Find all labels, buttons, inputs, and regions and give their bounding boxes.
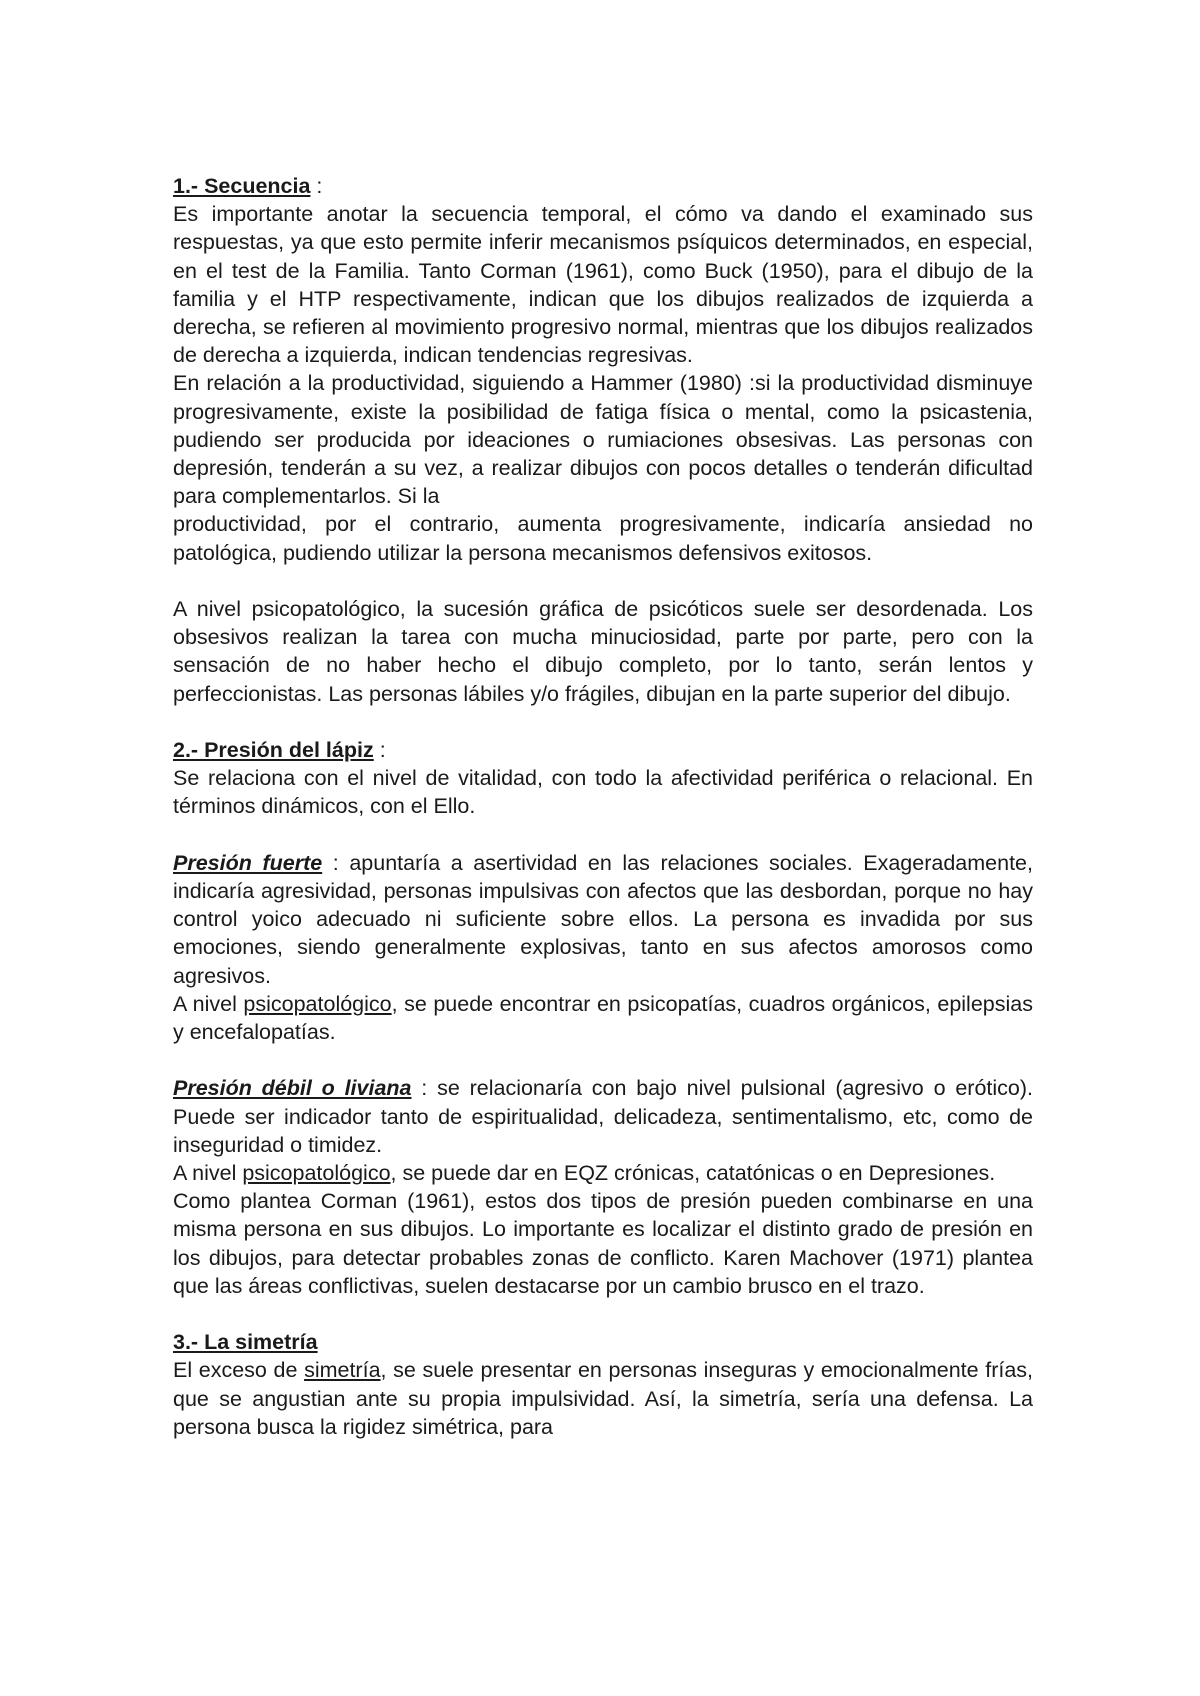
paragraph-text: El exceso de xyxy=(173,1358,305,1383)
section-1-heading-line xyxy=(173,172,1033,200)
paragraph-text: , se puede encontrar en psicopatías, cuadros orgánicos, epilepsias y encefalopatías. xyxy=(173,991,1033,1045)
blank-line xyxy=(173,1046,1033,1074)
paragraph-text: : se relacionaría con bajo nivel pulsional (agresivo o erótico). Puede ser indicador tanto de espiritualidad, delicadeza, sentimentalismo, etc, como de inseguridad o timidez. xyxy=(173,1076,1033,1157)
paragraph: Se relaciona con el nivel de vitalidad, con todo la afectividad periférica o relacional. En términos dinámicos, con el Ello. xyxy=(173,766,1033,819)
blank-line xyxy=(173,708,1033,736)
paragraph: productividad, por el contrario, aumenta progresivamente, indicaría ansiedad no patológica, pudiendo utilizar la persona mecanismos defensivos exitosos. xyxy=(173,512,1033,565)
section-3-heading-line xyxy=(173,1328,1033,1356)
blank-line xyxy=(173,821,1033,849)
section-heading: 3.- La simetría xyxy=(173,1330,318,1355)
presion-fuerte-nivel-paragraph xyxy=(173,990,1033,1046)
paragraph-text: , se suele presentar en personas inseguras y emocionalmente frías, que se angustian ante su propia impulsividad. Así, la simetría, sería una defensa. La persona busca la rigidez simétrica, para xyxy=(173,1358,1034,1439)
paragraph: A nivel psicopatológico, la sucesión gráfica de psicóticos suele ser desordenada. Los obsesivos realizan la tarea con mucha minuciosidad, parte por parte, pero con la sensación de no haber hecho el dibujo completo, por lo tanto, serán lentos y perfeccionistas. Las personas lábiles y/o frágiles, dibujan en la parte superior del dibujo. xyxy=(173,597,1033,706)
subheading: Presión débil o liviana xyxy=(173,1076,412,1101)
section-heading: 1.- Secuencia xyxy=(173,174,311,198)
heading-separator: : xyxy=(310,174,323,198)
presion-debil-paragraph xyxy=(173,1074,1033,1159)
subheading: Presión fuerte xyxy=(173,850,323,875)
simetria-paragraph xyxy=(173,1356,1033,1441)
paragraph: Como plantea Corman (1961), estos dos tipos de presión pueden combinarse en una misma persona en sus dibujos. Lo importante es localizar el distinto grado de presión en los dibujos, para detectar probables zonas de conflicto. Karen Machover (1971) plantea que las áreas conflictivas, suelen destacarse por un cambio brusco en el trazo. xyxy=(173,1189,1033,1298)
presion-debil-nivel-paragraph xyxy=(173,1159,1033,1187)
presion-fuerte-paragraph xyxy=(173,849,1033,990)
blank-line xyxy=(173,1300,1033,1328)
underlined-term: psicopatológico xyxy=(242,1161,391,1186)
section-2-heading-line xyxy=(173,736,1033,764)
paragraph-text: , se puede dar en EQZ crónicas, catatónicas o en Depresiones. xyxy=(390,1161,996,1186)
paragraph-text: : apuntaría a asertividad en las relaciones sociales. Exageradamente, indicaría agresividad, personas impulsivas con afectos que las desbordan, porque no hay control yoico adecuado ni suficiente sobre ellos. La persona es invadida por sus emociones, siendo generalmente explosivas, tanto en sus afectos amorosos como agresivos. xyxy=(173,850,1033,988)
underlined-term: psicopatológico xyxy=(243,991,392,1016)
paragraph-text: A nivel xyxy=(173,991,244,1016)
document-page xyxy=(173,172,1033,1441)
paragraph: Es importante anotar la secuencia temporal, el cómo va dando el examinado sus respuestas, ya que esto permite inferir mecanismos psíquicos determinados, en especial, en el test de la Familia. Tanto Corman (1961), como Buck (1950), para el dibujo de la familia y el HTP respectivamente, indican que los dibujos realizados de izquierda a derecha, se refieren al movimiento progresivo normal, mientras que los dibujos realizados de derecha a izquierda, indican tendencias regresivas. xyxy=(173,202,1033,368)
blank-line xyxy=(173,567,1033,595)
paragraph-text: A nivel xyxy=(173,1161,243,1186)
heading-separator: : xyxy=(373,738,386,763)
section-heading: 2.- Presión del lápiz xyxy=(173,738,374,763)
paragraph: En relación a la productividad, siguiendo a Hammer (1980) :si la productividad disminuye progresivamente, existe la posibilidad de fatiga física o mental, como la psicastenia, pudiendo ser producida por ideaciones o rumiaciones obsesivas. Las personas con depresión, tenderán a su vez, a realizar dibujos con pocos detalles o tenderán dificultad para complementarlos. Si la xyxy=(173,371,1033,509)
underlined-term: simetría xyxy=(304,1358,381,1383)
